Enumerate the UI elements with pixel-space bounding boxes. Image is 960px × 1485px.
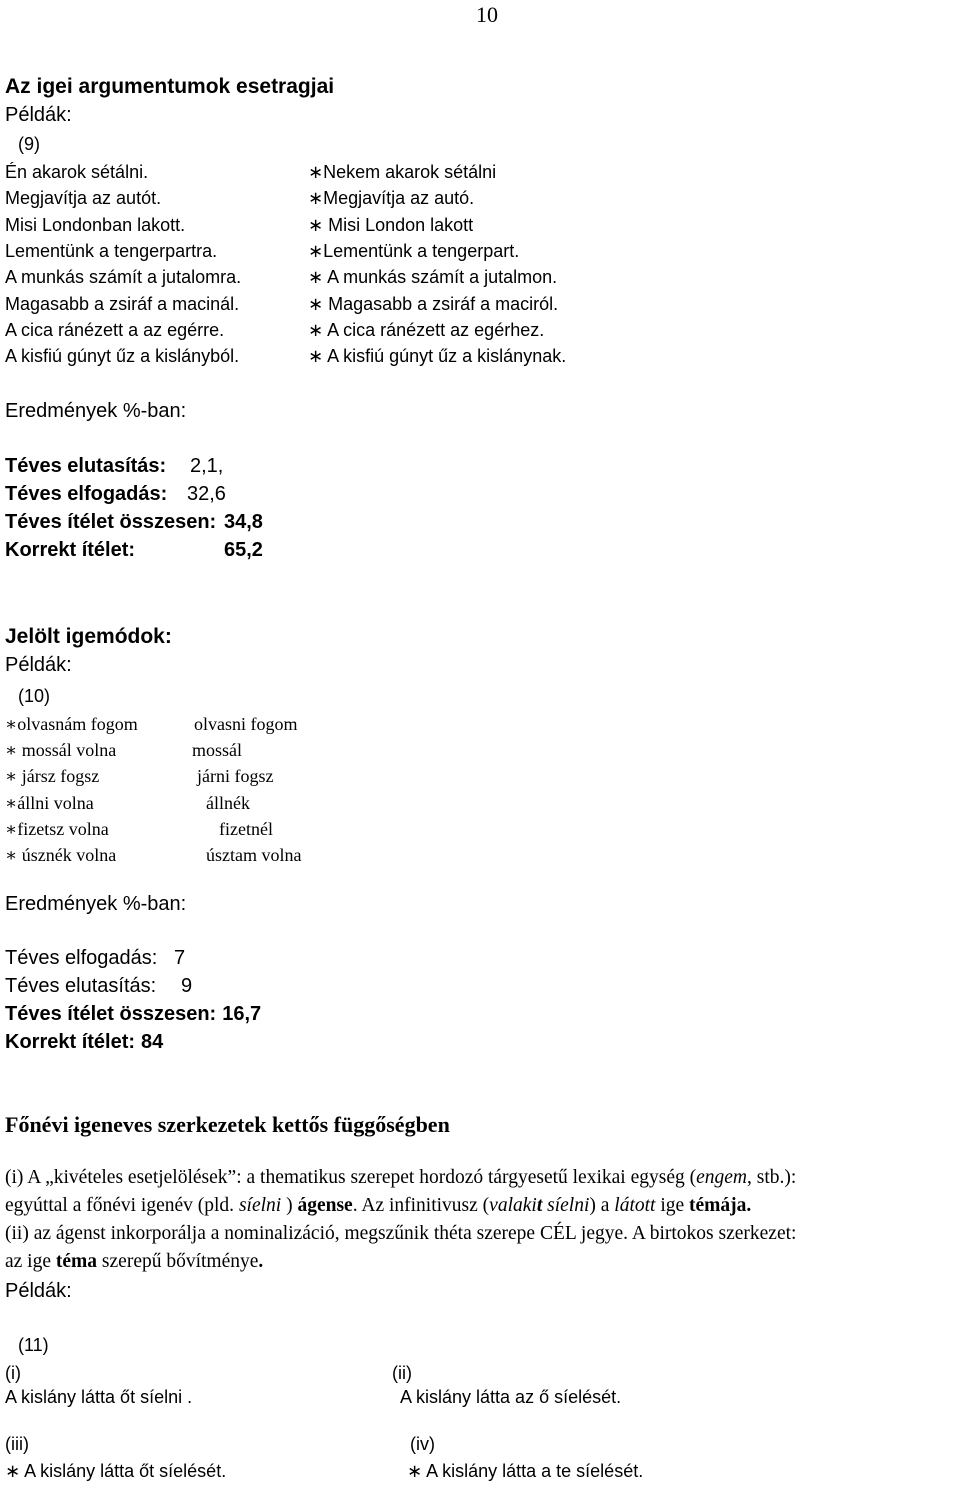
grammatical-sentence: Magasabb a zsiráf a macinál. — [5, 293, 240, 314]
grammatical-form: mossál — [192, 740, 243, 761]
result-row — [5, 975, 156, 998]
page-number: 10 — [476, 2, 498, 27]
para2-text: szerepű bővítménye — [97, 1251, 259, 1272]
para1-line1 — [5, 1167, 796, 1189]
para2-line2 — [5, 1251, 263, 1273]
example-sentence: A kislány látta az ő síelését. — [400, 1387, 622, 1407]
result-label: Téves elfogadás: — [5, 483, 168, 505]
ungrammatical-sentence: ∗ A kisfiú gúnyt űz a kislánynak. — [308, 346, 567, 367]
example-label: (iv) — [410, 1434, 435, 1454]
ungrammatical-sentence: ∗ A cica ránézett az egérhez. — [308, 319, 545, 340]
example-label: (i) — [5, 1363, 21, 1383]
ungrammatical-form: ∗ úsznék volna — [5, 845, 117, 865]
section1-heading: Az igei argumentumok esetragjai — [5, 75, 335, 98]
result-label: Téves ítélet összesen: — [5, 1003, 217, 1025]
result-label: Korrekt ítélet: — [5, 1031, 136, 1053]
para1-emph: engem — [696, 1167, 748, 1188]
example-number-11: (11) — [18, 1335, 49, 1355]
para1-emph: látott — [614, 1195, 656, 1216]
grammatical-sentence: Én akarok sétálni. — [5, 162, 149, 182]
para2-text: (ii) az ágenst inkorporálja a nominalizáció, megszűnik théta szerepe CÉL jegye. A birtokos szerkezet: — [5, 1223, 797, 1244]
para1-text: egyúttal a főnévi igenév (pld. — [5, 1195, 239, 1216]
result-value: 34,8 — [224, 511, 263, 533]
ungrammatical-form: ∗ jársz fogsz — [5, 766, 100, 787]
grammatical-form: fizetnél — [219, 818, 273, 839]
example-sentence: A kislány látta őt síelni . — [5, 1387, 193, 1407]
para1-line2 — [5, 1195, 751, 1217]
result-label: Korrekt ítélet: — [5, 539, 136, 561]
section1-results-label: Eredmények %-ban: — [5, 400, 187, 422]
para2-bold: téma — [55, 1251, 98, 1272]
para1-bold: témája. — [689, 1195, 752, 1216]
ungrammatical-sentence: ∗ Misi London lakott — [308, 214, 474, 235]
section1-examples-label: Példák: — [5, 104, 72, 126]
grammatical-form: állnék — [206, 792, 250, 813]
result-value: 7 — [174, 947, 186, 969]
result-value: 84 — [141, 1031, 164, 1053]
para1-emph: síelni — [547, 1195, 590, 1216]
ungrammatical-sentence: ∗ A munkás számít a jutalmon. — [308, 267, 558, 288]
result-value: 32,6 — [187, 483, 226, 505]
para2-bold: . — [258, 1251, 264, 1272]
section2-examples-label: Példák: — [5, 654, 72, 676]
para2-line1 — [5, 1223, 796, 1245]
section3-heading: Főnévi igeneves szerkezetek kettős függőségben — [5, 1112, 450, 1137]
grammatical-sentence: Megjavítja az autót. — [5, 188, 162, 209]
para1-text: ige — [655, 1195, 690, 1216]
para1-text: . Az infinitivusz ( — [352, 1195, 490, 1216]
ungrammatical-form: ∗olvasnám fogom — [5, 714, 138, 734]
para1-text: (i) A „kivételes esetjelölések”: a thematikus szerepet hordozó tárgyesetű lexikai egység ( — [5, 1167, 697, 1188]
para2-text: az ige — [5, 1251, 56, 1272]
result-value: 16,7 — [222, 1003, 262, 1025]
example-sentence: ∗ A kislány látta őt síelését. — [5, 1461, 227, 1481]
result-label: Téves ítélet összesen: — [5, 511, 217, 533]
grammatical-form: járni fogsz — [197, 766, 274, 787]
grammatical-sentence: A munkás számít a jutalomra. — [5, 267, 242, 288]
section2-results-label: Eredmények %-ban: — [5, 893, 187, 915]
para1-bold: t — [536, 1195, 543, 1216]
ungrammatical-sentence: ∗ Magasabb a zsiráf a maciról. — [308, 293, 559, 314]
para1-text: ) — [281, 1195, 298, 1216]
grammatical-form: olvasni fogom — [194, 714, 298, 734]
example-label: (iii) — [5, 1434, 29, 1454]
example-label: (ii) — [392, 1363, 412, 1383]
example-sentence: ∗ A kislány látta a te síelését. — [407, 1461, 644, 1481]
example-number-10: (10) — [18, 686, 51, 706]
ungrammatical-form: ∗állni volna — [5, 792, 94, 813]
result-row — [5, 947, 157, 970]
result-row — [5, 1003, 261, 1026]
section3-examples-label: Példák: — [5, 1280, 72, 1302]
ungrammatical-form: ∗fizetsz volna — [5, 818, 109, 839]
result-row — [5, 1031, 163, 1054]
grammatical-sentence: A cica ránézett a az egérre. — [5, 319, 225, 340]
ungrammatical-sentence: ∗Megjavítja az autó. — [308, 188, 475, 209]
para1-text: ) a — [589, 1195, 615, 1216]
result-label: Téves elutasítás: — [5, 975, 157, 997]
para1-emph: síelni — [238, 1195, 282, 1216]
ungrammatical-sentence: ∗Nekem akarok sétálni — [308, 162, 497, 182]
grammatical-sentence: A kisfiú gúnyt űz a kislányból. — [5, 346, 240, 367]
section2-heading: Jelölt igemódok: — [5, 625, 172, 648]
result-value: 9 — [181, 975, 193, 997]
para1-emph: valaki — [489, 1195, 537, 1216]
para1-text: , stb.): — [747, 1167, 797, 1188]
grammatical-sentence: Lementünk a tengerpartra. — [5, 240, 218, 261]
result-label: Téves elutasítás: — [5, 455, 167, 477]
grammatical-form: úsztam volna — [206, 845, 302, 865]
result-value: 65,2 — [224, 539, 263, 561]
ungrammatical-form: ∗ mossál volna — [5, 740, 117, 761]
ungrammatical-sentence: ∗Lementünk a tengerpart. — [308, 240, 520, 261]
result-value: 2,1, — [190, 455, 224, 477]
example-number-9: (9) — [18, 134, 40, 154]
grammatical-sentence: Misi Londonban lakott. — [5, 214, 186, 235]
result-label: Téves elfogadás: — [5, 947, 158, 969]
para1-bold: ágense — [297, 1195, 353, 1216]
